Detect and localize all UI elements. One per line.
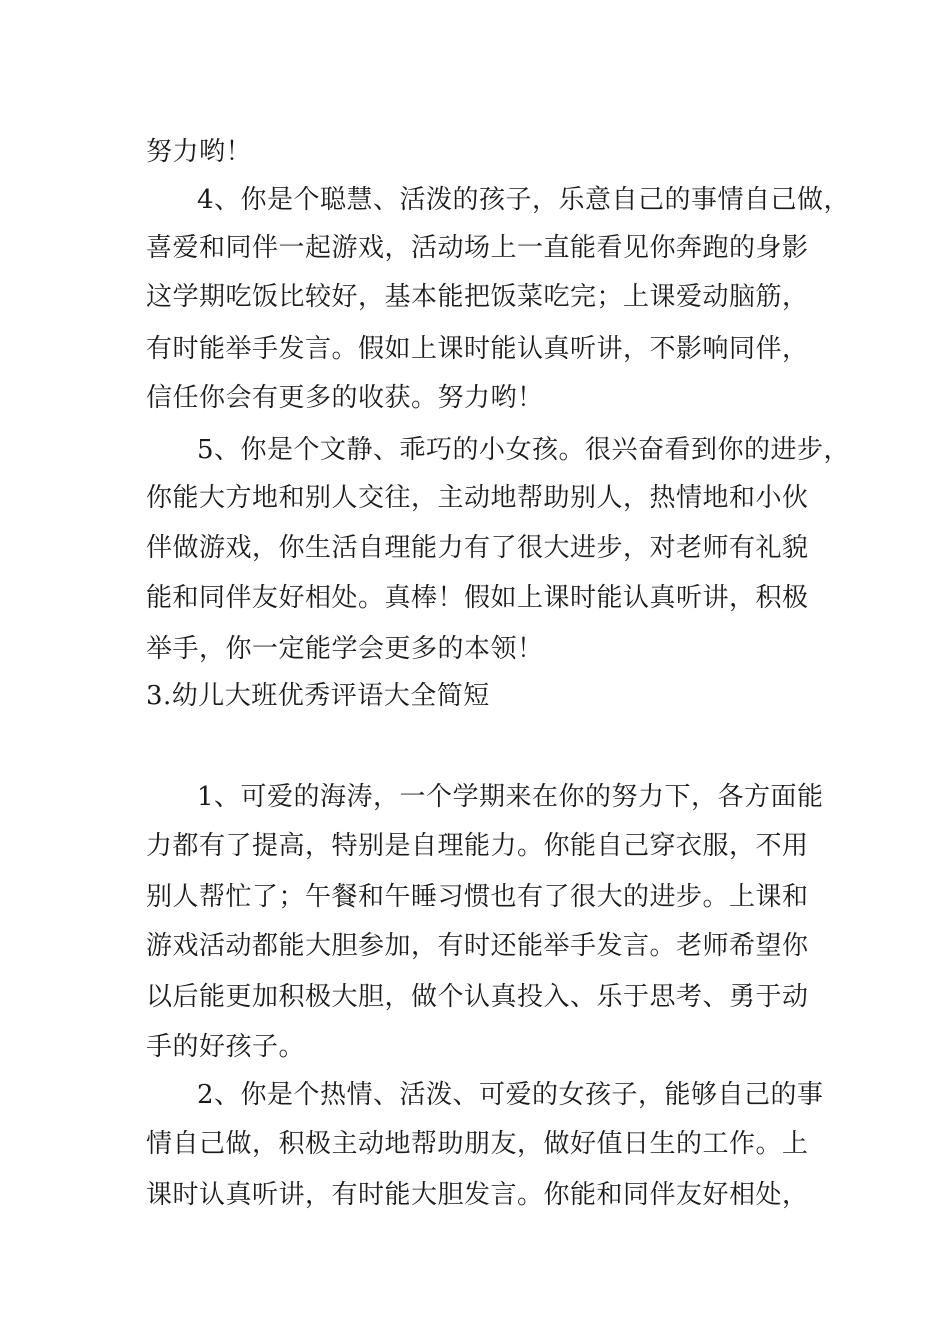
- paragraph-4-start: 4、你是个聪慧、活泼的孩子，乐意自己的事情自己做，: [197, 185, 851, 215]
- text-line: 游戏活动都能大胆参加，有时还能举手发言。老师希望你: [146, 931, 809, 961]
- text-line: 举手，你一定能学会更多的本领！: [146, 634, 544, 664]
- paragraph-5-start: 5、你是个文静、乖巧的小女孩。很兴奋看到你的进步，: [197, 435, 851, 465]
- text-line: 以后能更加积极大胆，做个认真投入、乐于思考、勇于动: [146, 982, 809, 1012]
- text-line: 课时认真听讲，有时能大胆发言。你能和同伴友好相处，: [146, 1180, 809, 1210]
- text-line: 力都有了提高，特别是自理能力。你能自己穿衣服，不用: [146, 831, 809, 861]
- text-line: 这学期吃饭比较好，基本能把饭菜吃完；上课爱动脑筋，: [146, 282, 809, 312]
- text-line: 喜爱和同伴一起游戏，活动场上一直能看见你奔跑的身影: [146, 233, 809, 263]
- paragraph-2-start: 2、你是个热情、活泼、可爱的女孩子，能够自己的事: [197, 1080, 824, 1110]
- text-line: 努力哟！: [146, 137, 253, 167]
- text-line: 手的好孩子。: [146, 1032, 306, 1062]
- text-line: 能和同伴友好相处。真棒！假如上课时能认真听讲，积极: [146, 583, 809, 613]
- text-line: 伴做游戏，你生活自理能力有了很大进步，对老师有礼貌: [146, 533, 809, 563]
- text-line: 情自己做，积极主动地帮助朋友，做好值日生的工作。上: [146, 1129, 809, 1159]
- text-line: 别人帮忙了；午餐和午睡习惯也有了很大的进步。上课和: [146, 882, 809, 912]
- text-line: 你能大方地和别人交往，主动地帮助别人，热情地和小伙: [146, 483, 809, 513]
- section-heading: 3.幼儿大班优秀评语大全简短: [146, 681, 490, 711]
- text-line: 有时能举手发言。假如上课时能认真听讲，不影响同伴，: [146, 334, 809, 364]
- paragraph-1-start: 1、可爱的海涛，一个学期来在你的努力下，各方面能: [197, 782, 824, 812]
- text-line: 信任你会有更多的收获。努力哟！: [146, 383, 544, 413]
